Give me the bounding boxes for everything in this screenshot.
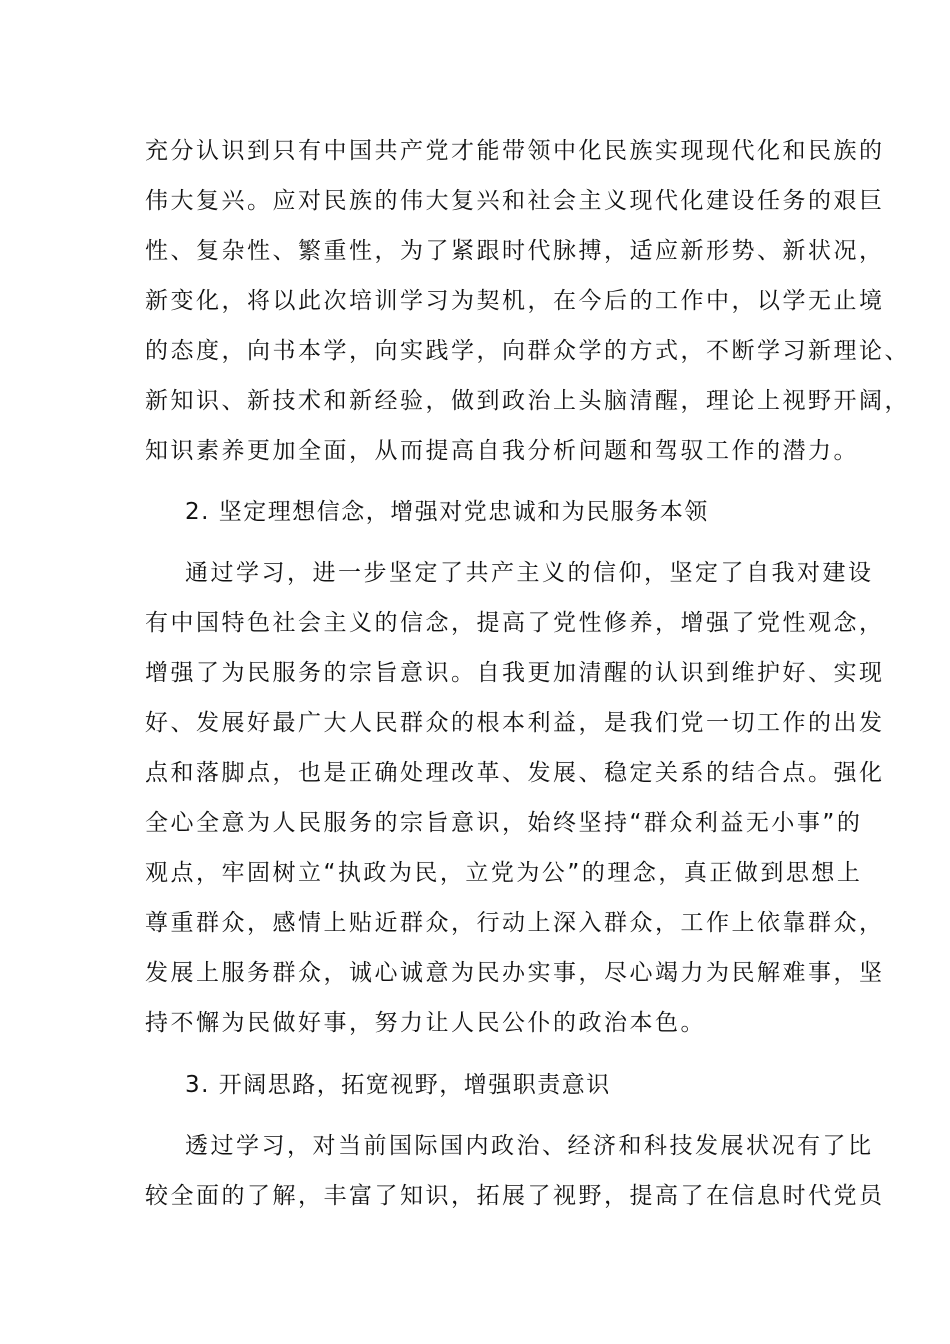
- paragraph-line: 发展上服务群众，诚心诚意为民办实事，尽心竭力为民解难事，坚: [145, 960, 885, 986]
- paragraph-line: 增强了为民服务的宗旨意识。自我更加清醒的认识到维护好、实现: [145, 660, 885, 686]
- paragraph-line: 有中国特色社会主义的信念，提高了党性修养，增强了党性观念，: [145, 610, 885, 636]
- paragraph-line: 充分认识到只有中国共产党才能带领中化民族实现现代化和民族的: [145, 138, 885, 164]
- paragraph-line: 新变化，将以此次培训学习为契机，在今后的工作中，以学无止境: [145, 288, 885, 314]
- paragraph-line: 通过学习，进一步坚定了共产主义的信仰，坚定了自我对建设: [185, 560, 874, 586]
- section-heading-3: 3. 开阔思路，拓宽视野，增强职责意识: [185, 1072, 611, 1098]
- paragraph-line: 持不懈为民做好事，努力让人民公仆的政治本色。: [145, 1010, 706, 1036]
- paragraph-line: 的态度，向书本学，向实践学，向群众学的方式，不断学习新理论、: [145, 338, 910, 364]
- paragraph-line: 好、发展好最广大人民群众的根本利益，是我们党一切工作的出发: [145, 710, 885, 736]
- paragraph-line: 新知识、新技术和新经验，做到政治上头脑清醒，理论上视野开阔，: [145, 388, 910, 414]
- paragraph-line: 较全面的了解，丰富了知识，拓展了视野，提高了在信息时代党员: [145, 1183, 885, 1209]
- paragraph-line: 尊重群众，感情上贴近群众，行动上深入群众，工作上依靠群众，: [145, 910, 885, 936]
- paragraph-line: 伟大复兴。应对民族的伟大复兴和社会主义现代化建设任务的艰巨: [145, 188, 885, 214]
- paragraph-line: 点和落脚点，也是正确处理改革、发展、稳定关系的结合点。强化: [145, 760, 885, 786]
- paragraph-line: 透过学习，对当前国际国内政治、经济和科技发展状况有了比: [185, 1133, 874, 1159]
- paragraph-line: 全心全意为人民服务的宗旨意识，始终坚持“群众利益无小事”的: [145, 810, 863, 836]
- paragraph-line: 观点，牢固树立“执政为民，立党为公”的理念，真正做到思想上: [145, 860, 863, 886]
- paragraph-line: 知识素养更加全面，从而提高自我分析问题和驾驭工作的潜力。: [145, 438, 859, 464]
- section-heading-2: 2. 坚定理想信念，增强对党忠诚和为民服务本领: [185, 499, 709, 525]
- paragraph-line: 性、复杂性、繁重性，为了紧跟时代脉搏，适应新形势、新状况，: [145, 238, 885, 264]
